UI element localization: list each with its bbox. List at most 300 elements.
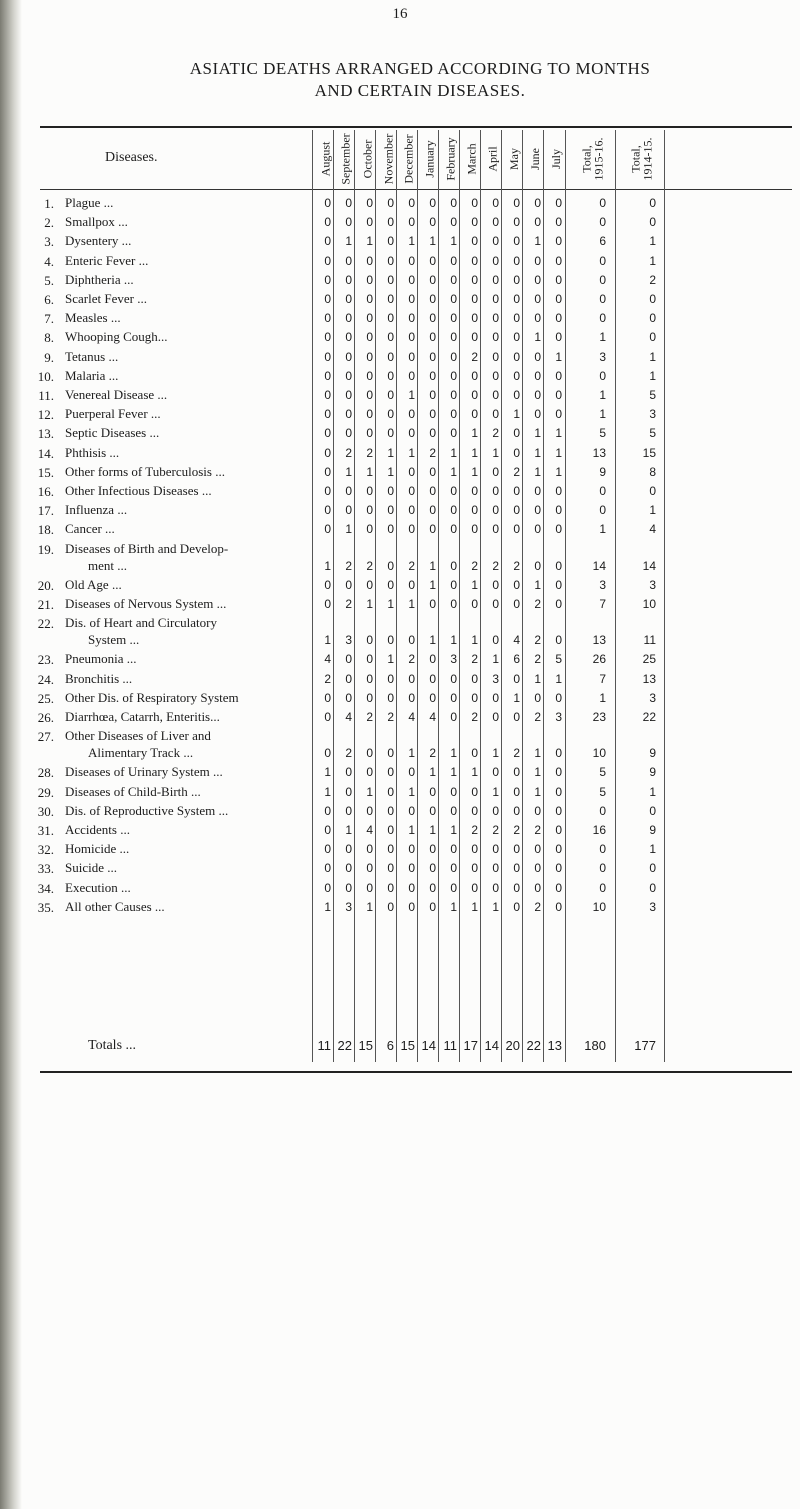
table-cell: 1 bbox=[324, 633, 331, 648]
table-cell: 0 bbox=[555, 522, 562, 537]
table-cell: 0 bbox=[324, 272, 331, 287]
table-cell: 1 bbox=[471, 765, 478, 780]
disease-name: Diseases of Child-Birth ... bbox=[65, 783, 201, 799]
disease-name: ment ... bbox=[88, 557, 127, 573]
table-cell: 0 bbox=[492, 407, 499, 422]
table-cell: 1 bbox=[649, 503, 656, 518]
table-cell: 0 bbox=[513, 215, 520, 230]
table-cell: 0 bbox=[534, 349, 541, 364]
table-cell: 2 bbox=[471, 652, 478, 667]
table-cell: 0 bbox=[450, 842, 457, 857]
table-cell: 0 bbox=[324, 861, 331, 876]
table-cell: 0 bbox=[429, 311, 436, 326]
column-header bbox=[420, 130, 440, 188]
table-cell: 0 bbox=[534, 842, 541, 857]
table-cell: 0 bbox=[492, 597, 499, 611]
table-cell: 2 bbox=[366, 445, 373, 460]
column-header bbox=[315, 130, 335, 188]
header-divider bbox=[40, 189, 792, 190]
table-cell: 0 bbox=[492, 330, 499, 345]
table-cell: 9 bbox=[649, 746, 656, 761]
column-header-label: September bbox=[339, 133, 354, 185]
table-cell: 0 bbox=[429, 426, 436, 441]
total-cell: 20 bbox=[505, 1038, 520, 1053]
table-cell: 1 bbox=[534, 765, 541, 780]
table-cell: 1 bbox=[555, 464, 562, 479]
table-cell: 0 bbox=[492, 710, 499, 724]
table-cell: 0 bbox=[345, 272, 352, 287]
table-cell: 0 bbox=[450, 710, 457, 724]
table-cell: 0 bbox=[366, 272, 373, 287]
table-cell: 0 bbox=[324, 253, 331, 268]
table-cell: 0 bbox=[408, 880, 415, 895]
table-cell: 0 bbox=[534, 880, 541, 895]
total-cell: 14 bbox=[484, 1038, 499, 1053]
table-cell: 0 bbox=[450, 426, 457, 441]
column-rule bbox=[664, 130, 665, 1062]
table-cell: 0 bbox=[408, 349, 415, 364]
table-cell: 2 bbox=[492, 558, 499, 573]
table-cell: 0 bbox=[387, 746, 394, 761]
table-cell: 2 bbox=[492, 426, 499, 441]
table-cell: 0 bbox=[324, 407, 331, 422]
column-rule bbox=[615, 130, 616, 1062]
row-number: 25. bbox=[37, 690, 54, 706]
row-number: 8. bbox=[44, 330, 54, 346]
table-cell: 1 bbox=[555, 426, 562, 441]
table-cell: 0 bbox=[408, 503, 415, 518]
table-cell: 0 bbox=[387, 407, 394, 422]
table-cell: 1 bbox=[599, 388, 606, 402]
table-cell: 0 bbox=[429, 407, 436, 422]
table-cell: 0 bbox=[471, 597, 478, 611]
column-rule bbox=[438, 130, 439, 1062]
table-cell: 0 bbox=[492, 503, 499, 518]
disease-name: Old Age ... bbox=[65, 576, 122, 592]
table-cell: 0 bbox=[599, 292, 606, 306]
table-cell: 0 bbox=[345, 880, 352, 895]
table-cell: 4 bbox=[649, 522, 656, 537]
table-cell: 0 bbox=[471, 842, 478, 857]
table-cell: 0 bbox=[513, 292, 520, 306]
table-cell: 1 bbox=[471, 445, 478, 460]
table-cell: 0 bbox=[366, 880, 373, 895]
disease-name: Puerperal Fever ... bbox=[65, 406, 161, 422]
table-cell: 0 bbox=[534, 690, 541, 705]
disease-name: Plague ... bbox=[65, 195, 114, 210]
table-cell: 0 bbox=[513, 597, 520, 611]
table-cell: 1 bbox=[324, 558, 331, 573]
column-header-label: Total, 1915-16. bbox=[579, 137, 605, 181]
table-cell: 1 bbox=[450, 823, 457, 837]
table-cell: 1 bbox=[387, 464, 394, 479]
table-cell: 0 bbox=[513, 710, 520, 724]
table-cell: 5 bbox=[649, 426, 656, 441]
table-cell: 4 bbox=[345, 710, 352, 724]
table-cell: 0 bbox=[492, 388, 499, 402]
table-cell: 0 bbox=[324, 577, 331, 592]
table-cell: 0 bbox=[366, 484, 373, 498]
row-number: 14. bbox=[37, 445, 54, 461]
table-cell: 0 bbox=[471, 503, 478, 518]
table-cell: 0 bbox=[534, 407, 541, 422]
table-cell: 1 bbox=[599, 330, 606, 345]
table-cell: 1 bbox=[534, 234, 541, 249]
disease-name: Other Infectious Diseases ... bbox=[65, 483, 212, 498]
table-cell: 0 bbox=[387, 522, 394, 537]
table-cell: 1 bbox=[649, 349, 656, 364]
table-cell: 0 bbox=[599, 253, 606, 268]
table-cell: 0 bbox=[387, 503, 394, 518]
table-cell: 2 bbox=[471, 349, 478, 364]
table-cell: 0 bbox=[513, 784, 520, 799]
table-cell: 0 bbox=[429, 522, 436, 537]
table-cell: 0 bbox=[492, 215, 499, 230]
table-bottom-rule bbox=[40, 1071, 792, 1073]
row-number: 11. bbox=[38, 388, 54, 403]
table-cell: 1 bbox=[429, 765, 436, 780]
table-cell: 0 bbox=[555, 368, 562, 383]
total-cell: 14 bbox=[421, 1038, 436, 1053]
table-cell: 0 bbox=[492, 803, 499, 818]
table-cell: 0 bbox=[429, 484, 436, 498]
table-cell: 1 bbox=[471, 899, 478, 914]
table-cell: 0 bbox=[387, 484, 394, 498]
table-cell: 14 bbox=[642, 558, 656, 573]
table-cell: 0 bbox=[450, 880, 457, 895]
column-rule bbox=[543, 130, 544, 1062]
table-cell: 0 bbox=[599, 842, 606, 857]
table-cell: 0 bbox=[345, 784, 352, 799]
table-cell: 0 bbox=[492, 522, 499, 537]
table-cell: 2 bbox=[366, 558, 373, 573]
table-cell: 0 bbox=[492, 272, 499, 287]
table-cell: 0 bbox=[345, 484, 352, 498]
total-cell: 180 bbox=[584, 1038, 606, 1053]
column-header bbox=[572, 130, 612, 188]
table-cell: 10 bbox=[642, 597, 656, 611]
table-cell: 0 bbox=[492, 861, 499, 876]
table-cell: 4 bbox=[513, 633, 520, 648]
column-header-label: June bbox=[528, 148, 542, 170]
table-cell: 0 bbox=[408, 330, 415, 345]
table-cell: 0 bbox=[649, 215, 656, 230]
page-title bbox=[40, 58, 800, 102]
table-cell: 0 bbox=[345, 842, 352, 857]
table-cell: 0 bbox=[450, 861, 457, 876]
table-cell: 0 bbox=[471, 215, 478, 230]
table-cell: 0 bbox=[387, 803, 394, 818]
table-cell: 2 bbox=[471, 558, 478, 573]
table-cell: 0 bbox=[366, 388, 373, 402]
table-cell: 1 bbox=[387, 597, 394, 611]
table-cell: 0 bbox=[324, 388, 331, 402]
column-header bbox=[336, 130, 356, 188]
table-cell: 0 bbox=[450, 803, 457, 818]
table-cell: 2 bbox=[324, 671, 331, 686]
table-cell: 0 bbox=[534, 503, 541, 518]
row-number: 34. bbox=[37, 880, 54, 896]
table-cell: 0 bbox=[429, 652, 436, 667]
table-cell: 0 bbox=[408, 464, 415, 479]
table-cell: 0 bbox=[471, 407, 478, 422]
table-cell: 1 bbox=[450, 445, 457, 460]
table-cell: 0 bbox=[408, 765, 415, 780]
row-number: 35. bbox=[37, 899, 54, 915]
table-cell: 2 bbox=[534, 652, 541, 667]
table-cell: 6 bbox=[513, 652, 520, 667]
row-number: 7. bbox=[44, 311, 54, 327]
table-cell: 1 bbox=[408, 445, 415, 460]
table-cell: 1 bbox=[471, 426, 478, 441]
table-cell: 0 bbox=[387, 349, 394, 364]
table-cell: 1 bbox=[429, 577, 436, 592]
column-header-label: December bbox=[402, 134, 416, 184]
table-cell: 0 bbox=[534, 558, 541, 573]
table-cell: 1 bbox=[345, 823, 352, 837]
table-cell: 1 bbox=[492, 652, 499, 667]
disease-name: Dysentery ... bbox=[65, 233, 132, 249]
table-cell: 0 bbox=[366, 503, 373, 518]
column-header bbox=[546, 130, 566, 188]
table-cell: 1 bbox=[429, 633, 436, 648]
table-cell: 0 bbox=[387, 880, 394, 895]
table-cell: 0 bbox=[555, 407, 562, 422]
table-cell: 0 bbox=[649, 292, 656, 306]
total-cell: 11 bbox=[443, 1038, 457, 1053]
table-cell: 0 bbox=[649, 196, 656, 210]
table-cell: 0 bbox=[513, 803, 520, 818]
table-cell: 0 bbox=[387, 388, 394, 402]
table-cell: 0 bbox=[345, 671, 352, 686]
table-cell: 0 bbox=[492, 253, 499, 268]
column-rule bbox=[522, 130, 523, 1062]
table-cell: 0 bbox=[513, 484, 520, 498]
row-number: 30. bbox=[37, 803, 54, 819]
table-cell: 0 bbox=[534, 484, 541, 498]
table-cell: 0 bbox=[387, 823, 394, 837]
table-cell: 1 bbox=[324, 784, 331, 799]
table-cell: 1 bbox=[599, 690, 606, 705]
table-cell: 0 bbox=[555, 690, 562, 705]
disease-name: Other Diseases of Liver and bbox=[65, 728, 211, 744]
table-cell: 0 bbox=[345, 368, 352, 383]
table-cell: 0 bbox=[492, 349, 499, 364]
disease-name: Venereal Disease ... bbox=[65, 387, 168, 402]
table-cell: 0 bbox=[408, 292, 415, 306]
disease-name: Influenza ... bbox=[65, 502, 128, 518]
table-cell: 1 bbox=[408, 784, 415, 799]
table-cell: 0 bbox=[513, 522, 520, 537]
disease-name: Diarrhœa, Catarrh, Enteritis... bbox=[65, 709, 220, 724]
total-cell: 11 bbox=[317, 1038, 331, 1053]
disease-name: Execution ... bbox=[65, 879, 131, 895]
table-cell: 0 bbox=[555, 234, 562, 249]
column-header-label: July bbox=[549, 148, 564, 170]
table-cell: 2 bbox=[345, 445, 352, 460]
table-cell: 0 bbox=[471, 330, 478, 345]
table-cell: 0 bbox=[471, 311, 478, 326]
table-cell: 0 bbox=[429, 253, 436, 268]
title-line-1: ASIATIC DEATHS ARRANGED ACCORDING TO MONTHS bbox=[189, 59, 651, 78]
total-cell: 17 bbox=[463, 1038, 478, 1053]
row-number: 20. bbox=[37, 577, 54, 593]
table-cell: 10 bbox=[592, 746, 606, 761]
row-number: 23. bbox=[37, 652, 54, 668]
table-cell: 0 bbox=[555, 842, 562, 857]
disease-name: Septic Diseases ... bbox=[65, 425, 160, 441]
table-cell: 0 bbox=[450, 292, 457, 306]
disease-name: Diseases of Nervous System ... bbox=[65, 596, 227, 611]
table-cell: 0 bbox=[324, 368, 331, 383]
disease-name: Diseases of Urinary System ... bbox=[65, 764, 223, 780]
table-cell: 0 bbox=[534, 272, 541, 287]
table-cell: 0 bbox=[324, 503, 331, 518]
table-cell: 0 bbox=[408, 577, 415, 592]
table-cell: 0 bbox=[555, 746, 562, 761]
table-cell: 1 bbox=[492, 746, 499, 761]
table-cell: 1 bbox=[534, 746, 541, 761]
table-cell: 0 bbox=[429, 899, 436, 914]
table-cell: 0 bbox=[471, 671, 478, 686]
table-cell: 13 bbox=[642, 671, 656, 686]
disease-name: Whooping Cough... bbox=[65, 329, 168, 345]
table-cell: 1 bbox=[366, 899, 373, 914]
table-cell: 0 bbox=[492, 368, 499, 383]
row-number: 6. bbox=[44, 292, 54, 307]
disease-name: Malaria ... bbox=[65, 367, 119, 383]
disease-name: All other Causes ... bbox=[65, 898, 165, 914]
row-number: 28. bbox=[37, 765, 54, 781]
table-cell: 0 bbox=[324, 823, 331, 837]
table-cell: 0 bbox=[387, 577, 394, 592]
table-cell: 0 bbox=[471, 880, 478, 895]
table-cell: 0 bbox=[429, 803, 436, 818]
table-cell: 0 bbox=[513, 272, 520, 287]
table-cell: 0 bbox=[649, 311, 656, 326]
table-cell: 0 bbox=[534, 196, 541, 210]
column-header-label: Total, 1914-15. bbox=[628, 137, 654, 181]
column-header-label: October bbox=[360, 139, 374, 179]
table-cell: 1 bbox=[450, 464, 457, 479]
row-number: 21. bbox=[37, 597, 54, 612]
column-header bbox=[357, 130, 377, 188]
table-cell: 0 bbox=[534, 292, 541, 306]
row-number: 3. bbox=[44, 234, 54, 250]
table-cell: 0 bbox=[450, 196, 457, 210]
table-cell: 0 bbox=[387, 690, 394, 705]
table-cell: 0 bbox=[555, 196, 562, 210]
table-cell: 3 bbox=[450, 652, 457, 667]
row-number: 15. bbox=[37, 464, 54, 480]
table-cell: 5 bbox=[555, 652, 562, 667]
table-cell: 1 bbox=[492, 784, 499, 799]
table-cell: 0 bbox=[513, 765, 520, 780]
table-cell: 0 bbox=[599, 484, 606, 498]
table-cell: 9 bbox=[649, 765, 656, 780]
total-cell: 177 bbox=[634, 1038, 656, 1053]
table-cell: 1 bbox=[649, 368, 656, 383]
table-cell: 0 bbox=[366, 842, 373, 857]
table-cell: 2 bbox=[534, 597, 541, 611]
table-cell: 22 bbox=[642, 710, 656, 724]
table-cell: 0 bbox=[324, 292, 331, 306]
disease-name: Dis. of Heart and Circulatory bbox=[65, 615, 217, 631]
table-cell: 0 bbox=[471, 292, 478, 306]
column-header-label: January bbox=[423, 140, 438, 178]
table-cell: 0 bbox=[408, 842, 415, 857]
table-cell: 0 bbox=[408, 368, 415, 383]
table-cell: 0 bbox=[555, 311, 562, 326]
disease-name: Smallpox ... bbox=[65, 214, 128, 230]
table-cell: 1 bbox=[345, 234, 352, 249]
table-cell: 0 bbox=[513, 842, 520, 857]
table-cell: 2 bbox=[429, 445, 436, 460]
table-cell: 0 bbox=[324, 215, 331, 230]
column-rule bbox=[375, 130, 376, 1062]
table-cell: 0 bbox=[513, 426, 520, 441]
table-cell: 1 bbox=[513, 690, 520, 705]
table-cell: 0 bbox=[408, 196, 415, 210]
table-cell: 0 bbox=[324, 710, 331, 724]
table-cell: 0 bbox=[513, 368, 520, 383]
table-cell: 0 bbox=[324, 746, 331, 761]
table-cell: 0 bbox=[555, 765, 562, 780]
table-cell: 0 bbox=[471, 234, 478, 249]
table-cell: 0 bbox=[555, 558, 562, 573]
table-cell: 1 bbox=[450, 234, 457, 249]
table-cell: 0 bbox=[513, 899, 520, 914]
column-header bbox=[525, 130, 545, 188]
table-cell: 3 bbox=[345, 633, 352, 648]
table-cell: 2 bbox=[534, 899, 541, 914]
table-cell: 3 bbox=[345, 899, 352, 914]
diseases-column-header: Diseases. bbox=[105, 150, 158, 165]
table-cell: 0 bbox=[450, 272, 457, 287]
table-cell: 0 bbox=[599, 803, 606, 818]
column-header bbox=[504, 130, 524, 188]
row-number: 26. bbox=[37, 710, 54, 725]
table-cell: 2 bbox=[513, 464, 520, 479]
table-cell: 0 bbox=[599, 311, 606, 326]
disease-name: Measles ... bbox=[65, 310, 121, 326]
table-cell: 4 bbox=[408, 710, 415, 724]
table-cell: 0 bbox=[408, 272, 415, 287]
table-cell: 0 bbox=[324, 349, 331, 364]
table-cell: 2 bbox=[366, 710, 373, 724]
disease-name: Suicide ... bbox=[65, 860, 117, 876]
table-cell: 1 bbox=[324, 899, 331, 914]
table-cell: 0 bbox=[387, 671, 394, 686]
table-cell: 0 bbox=[513, 577, 520, 592]
table-cell: 0 bbox=[366, 196, 373, 210]
table-cell: 0 bbox=[366, 861, 373, 876]
row-number: 32. bbox=[37, 842, 54, 858]
table-cell: 0 bbox=[450, 597, 457, 611]
table-cell: 0 bbox=[408, 484, 415, 498]
table-cell: 0 bbox=[649, 484, 656, 498]
table-cell: 4 bbox=[429, 710, 436, 724]
table-cell: 0 bbox=[408, 522, 415, 537]
table-cell: 1 bbox=[408, 823, 415, 837]
row-number: 1. bbox=[44, 196, 54, 211]
row-number: 9. bbox=[44, 349, 54, 365]
row-number: 24. bbox=[37, 671, 54, 687]
table-cell: 0 bbox=[324, 330, 331, 345]
total-cell: 22 bbox=[337, 1038, 352, 1053]
table-cell: 0 bbox=[492, 234, 499, 249]
table-cell: 0 bbox=[387, 861, 394, 876]
